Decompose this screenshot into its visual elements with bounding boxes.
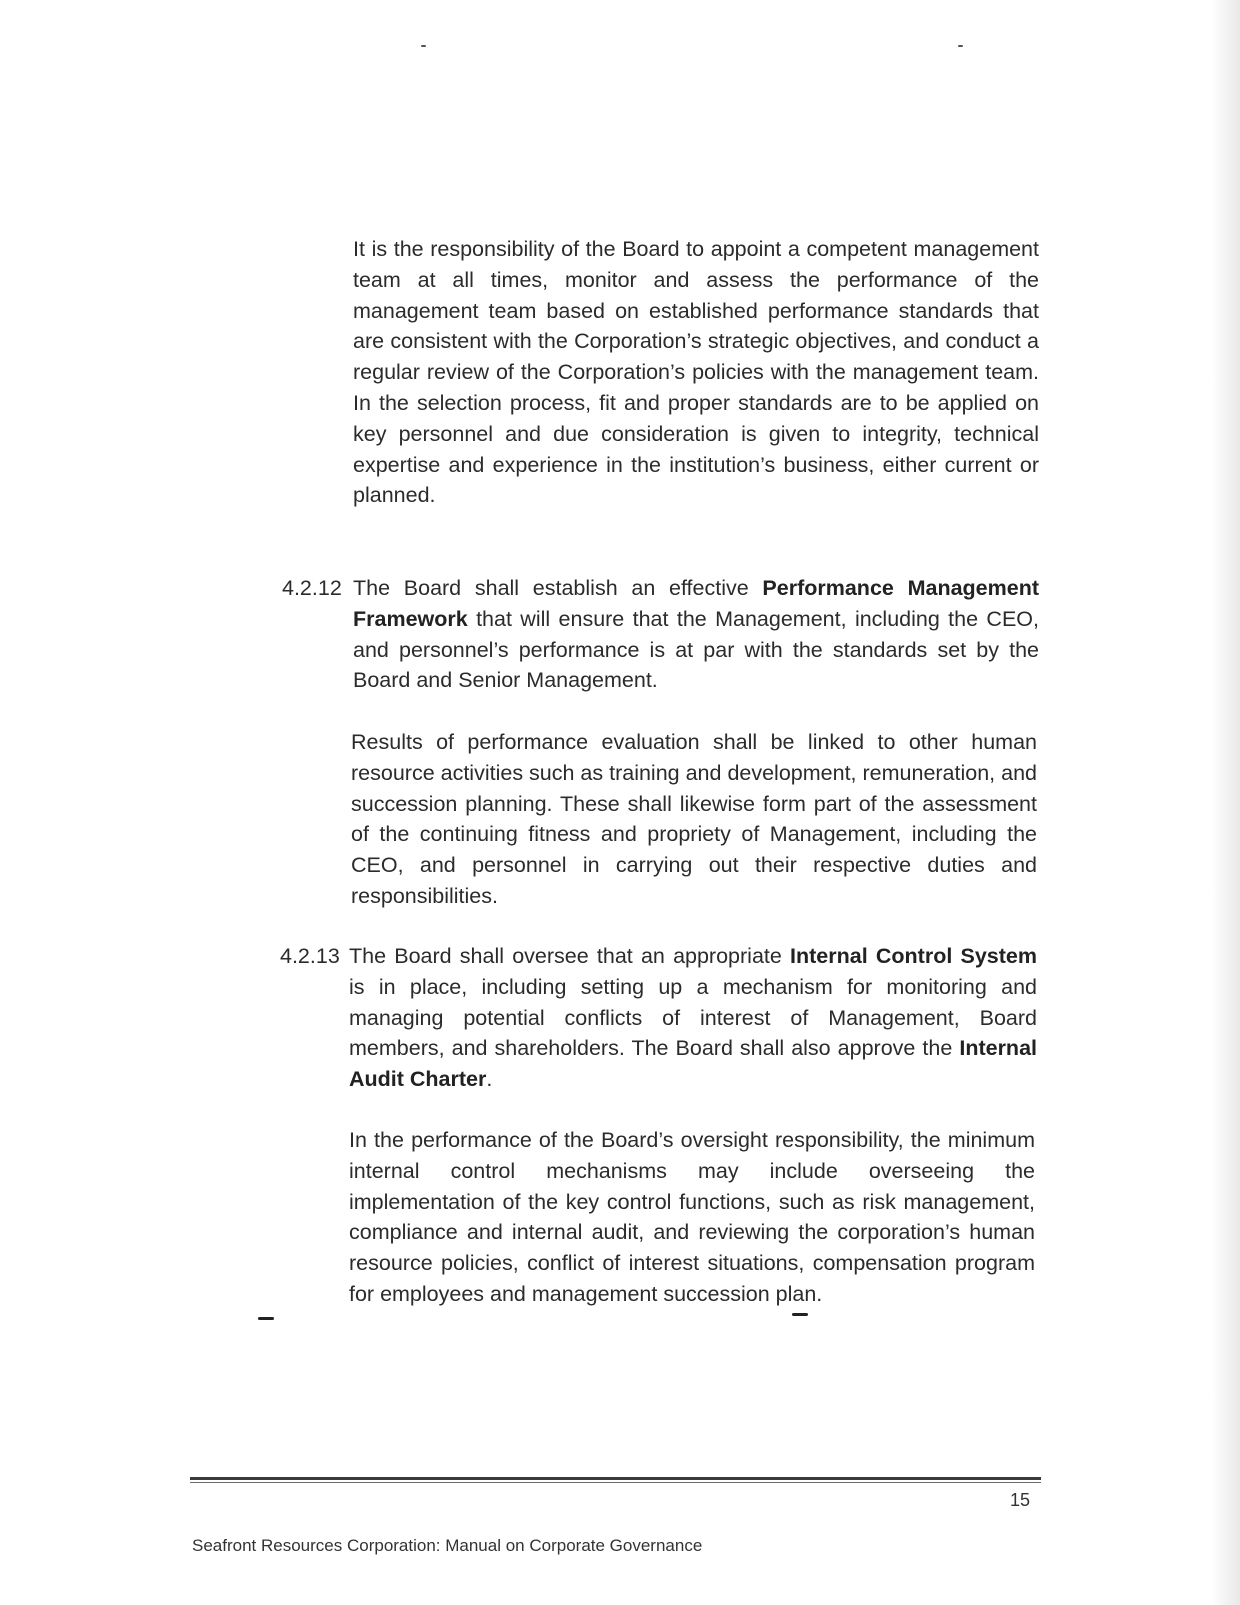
page-edge-shadow: [1212, 0, 1240, 1605]
page-number: 15: [1010, 1490, 1031, 1510]
scan-mark-bottom-left: [258, 1317, 274, 1320]
footer-rule-secondary: [190, 1482, 1041, 1483]
section-number-4-2-12: 4.2.12: [282, 576, 342, 600]
paragraph-performance-results: Results of performance evaluation shall be linked to other human resource activities such as training and development, remuneration, and succession planning. These shall likewise form part of the assessment of the continuing fitness and propriety of Management, including the CEO, and personnel in carrying out their respective duties and responsibilities.: [351, 730, 1037, 908]
section-text-segment: is in place, including setting up a mechanism for monitoring and managing potential conflicts of interest of Management, Board members, and shareholders. The Board shall also approve the: [349, 974, 1037, 1061]
scan-mark-bottom-mid: [792, 1313, 808, 1316]
section-number-4-2-13: 4.2.13: [280, 944, 340, 968]
paragraph-board-responsibility: It is the responsibility of the Board to appoint a competent management team at all times, monitor and assess the performance of the management team based on established performance standards that are consistent with the Corporation’s strategic objectives, and conduct a regular review of the Corporation’s policies with the management team. In the selection process, fit and proper standards are to be applied on key personnel and due consideration is given to integrity, technical expertise and experience in the institution’s business, either current or planned.: [353, 237, 1039, 508]
scan-mark-top-right: [958, 45, 963, 47]
bold-term-internal-audit-charter: Internal Audit Charter: [349, 1036, 1037, 1092]
footer-document-title: Seafront Resources Corporation: Manual on Corporate Governance: [192, 1536, 703, 1555]
section-text-segment: The Board shall establish an effective: [353, 576, 763, 600]
paragraph-oversight-responsibility: In the performance of the Board’s oversight responsibility, the minimum internal control mechanisms may include overseeing the implementation of the key control functions, such as risk management, compliance and internal audit, and reviewing the corporation’s human resource policies, conflict of interest situations, compensation program for employees and management succession plan.: [349, 1128, 1035, 1306]
section-4-2-13-text: [349, 941, 1037, 1095]
section-text-segment: .: [486, 1067, 493, 1092]
bold-term-performance-management-framework: Performance Management Framework: [353, 576, 1039, 631]
scan-mark-top-left: [421, 45, 426, 47]
bold-term-internal-control-system: Internal Control System: [790, 944, 1037, 968]
section-4-2-12-text: [353, 573, 1039, 696]
footer-rule: [190, 1477, 1041, 1480]
section-text-segment: The Board shall oversee that an appropriate: [349, 944, 791, 968]
section-text-segment: that will ensure that the Management, including the CEO, and personnel’s performance is at par with the standards set by the Board and Senior Management.: [353, 606, 1039, 693]
